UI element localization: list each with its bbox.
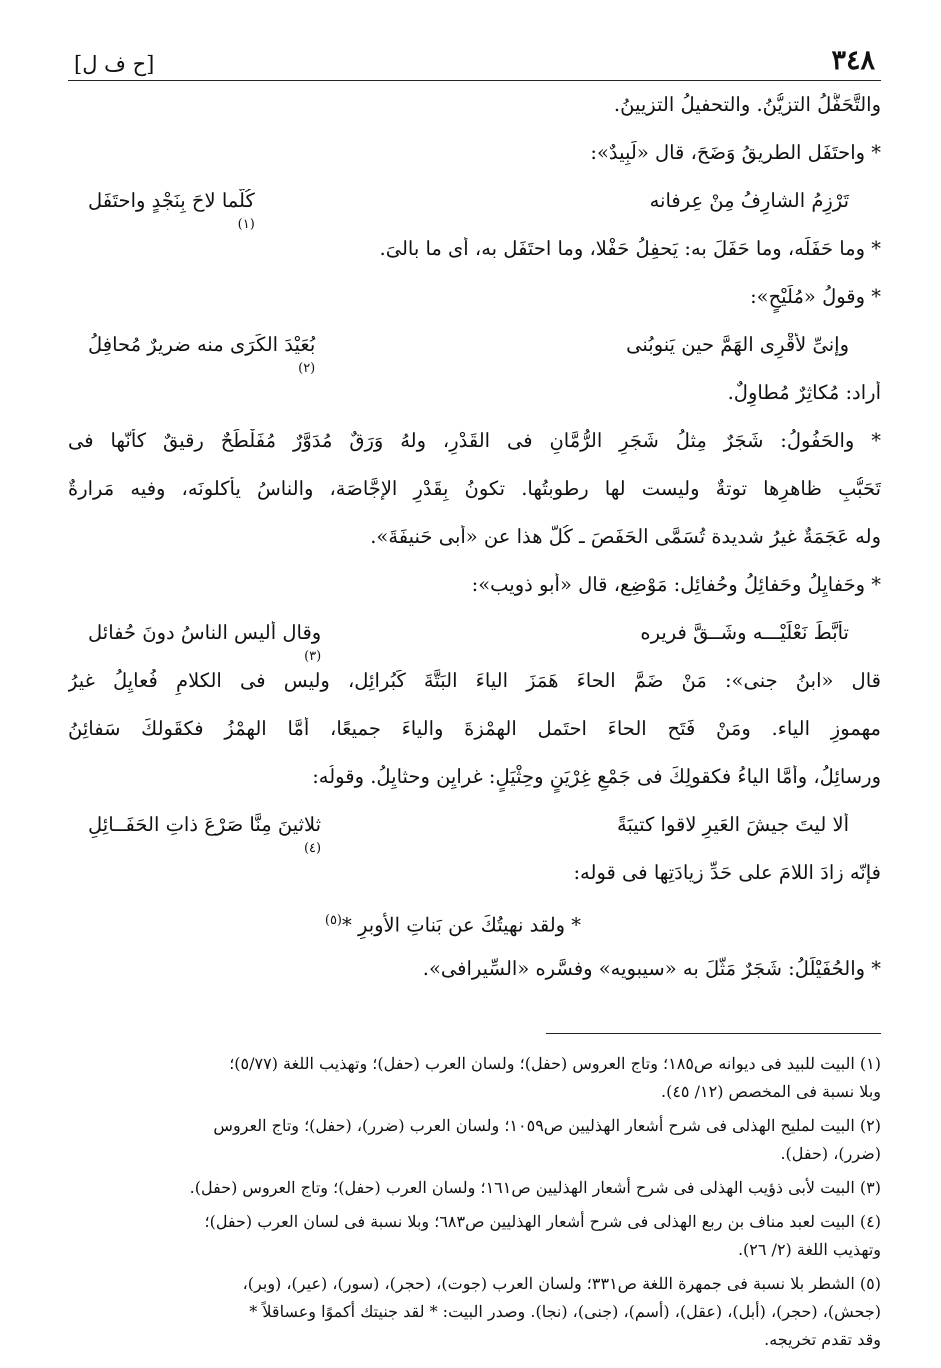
footnote-line: (٤) البيت لعبد مناف بن ربع الهذلى فى شرح أشعار الهذليين ص٦٨٣؛ وبلا نسبة فى لسان العرب (حفل)؛	[204, 1212, 881, 1231]
text-line: * والحَفُولُ: شَجَرٌ مِثلُ شَجَرِ الرُّمَّانِ فى القَدْرِ، ولهُ وَرَقٌ مُدَوَّرٌ مُفَلْطَحٌ رقيقٌ كأنّها فى	[68, 429, 881, 452]
footnote	[68, 1112, 881, 1168]
hemistich-text: ثلاثينَ مِنَّا صَرْعَ ذاتِ الحَفَــائِلِ	[88, 813, 322, 836]
half-verse-text: * ولقد نهيتُكَ عن بَناتِ الأوبرِ *	[342, 913, 581, 937]
text-line: * وما حَفَلَه، وما حَفَلَ به: يَحفِلُ حَفْلا، وما احتَفَل به، أى ما بالىَ.	[379, 237, 881, 260]
text-line: مهموزِ الياء. ومَنْ فَتَح الحاءَ احتَمل الهمْزةَ والياءَ جميعًا، أمَّا الهمْزُ فكقَولكَ سَفائِنُ	[68, 717, 881, 740]
footnote	[68, 1270, 881, 1354]
hemistich-text: كُلَّما لاحَ بِنَجْدٍ واحتَفَل	[88, 189, 255, 212]
footnote	[68, 1174, 881, 1202]
footnote-line: (٣) البيت لأبى ذؤيب الهذلى فى شرح أشعار الهذليين ص١٦١؛ ولسان العرب (حفل)؛ وتاج العروس (حفل).	[189, 1178, 881, 1197]
hemistich-text: وقال أليس الناسُ دونَ حُفائل	[88, 621, 322, 644]
text-line: وله عَجَمَةٌ غيرُ شديدة تُسَمَّى الحَفَصَ ـ كُلُّ هذا عن «أبى حَنيفَةَ».	[370, 525, 881, 548]
verse	[68, 333, 881, 381]
text-line: تَحَبُّبِ ظاهرِها توتةٌ وليست لها رطوبتُها. تكونُ بِقَدْرِ الإجَّاصَة، والناسُ يأكلونَه، وفيه مَرارةٌ	[68, 477, 881, 500]
footnote-ref: (١)	[237, 217, 255, 232]
verse	[68, 813, 881, 861]
verse	[68, 621, 881, 669]
verse-first-hemistich: تأبَّطَ نَعْلَيْـــه وشَــقَّ فريره	[640, 621, 849, 644]
text-line: * والحُفَيْلَلُ: شَجَرٌ مَثَّلَ به «سيبويه» وفسَّره «السِّيرافى».	[422, 957, 881, 980]
footnote-ref: (٢)	[298, 361, 316, 376]
half-verse	[68, 909, 881, 957]
footnote-line: وقد تقدم تخريجه.	[764, 1330, 881, 1349]
text-line: * وقولُ «مُلَيْحٍ»:	[750, 285, 881, 308]
footnote-line: وبلا نسبة فى المخصص (١٢/ ٤٥).	[661, 1082, 881, 1101]
footnote-ref: (٣)	[304, 649, 322, 664]
verse	[68, 189, 881, 237]
footnote-line: (٥) الشطر بلا نسبة فى جمهرة اللغة ص٣٣١؛ ولسان العرب (جوت)، (حجر)، (سور)، (عير)، (وبر)،	[242, 1274, 881, 1293]
footnote	[68, 1208, 881, 1264]
footnote-separator	[546, 1033, 881, 1034]
footnote-line: (٢) البيت لمليح الهذلى فى شرح أشعار الهذليين ص١٠٥٩؛ ولسان العرب (ضرر)، (حفل)؛ وتاج العروس	[213, 1116, 881, 1135]
page-header	[68, 36, 881, 81]
footnote-line: وتهذيب اللغة (٢/ ٢٦).	[737, 1240, 881, 1259]
footnote	[68, 1050, 881, 1106]
text-line: والتَّحَفُّلُ التزيُّنُ. والتحفيلُ التزيينُ.	[613, 93, 881, 116]
verse-second-hemistich	[88, 333, 315, 381]
footnote-line: (ضرر)، (حفل).	[780, 1144, 881, 1163]
text-line: * واحتَفَل الطريقُ وَضَحَ، قال «لَبِيدٌ»:	[590, 141, 881, 164]
text-line: ورسائِلُ، وأمَّا الياءُ فكقولِكَ فى جَمْعِ غِرْيَنٍ وحِثْيَلٍ: غرايِن وحثايِلُ. وقولُه:	[312, 765, 881, 788]
footnote-line: (١) البيت للبيد فى ديوانه ص١٨٥؛ وتاج العروس (حفل)؛ ولسان العرب (حفل)؛ وتهذيب اللغة (٥/٧٧)؛	[229, 1054, 881, 1073]
verse-first-hemistich: وإنىِّ لأَقْرِى الهَمَّ حين يَنوبُنى	[626, 333, 849, 356]
page-number: ٣٤٨	[831, 45, 875, 76]
verse-second-hemistich	[88, 813, 321, 861]
text-line: قال «ابنُ جنى»: مَنْ ضَمَّ الحاءَ هَمَزَ الياءَ البَتَّةَ كَبُرائِل، وليس فى الكلامِ فُعايِلُ غيرُ	[68, 669, 881, 692]
text-line: أراد: مُكاثِرٌ مُطاوِلٌ.	[727, 381, 881, 404]
root-label: [ح ف ل]	[74, 52, 155, 76]
verse-first-hemistich: ألا ليتَ جيشَ العَيرِ لاقوا كتيبَةً	[616, 813, 849, 836]
footnote-ref: (٥)	[324, 913, 342, 928]
verse-first-hemistich: تَرْزِمُ الشارِفُ مِنْ عِرفانه	[649, 189, 849, 212]
text-line: فإنّه زادَ اللامَ على حَدِّ زيادَتِها فى قوله:	[573, 861, 881, 884]
body-text	[68, 93, 881, 1005]
text-line: * وحَفايِلُ وحَفائِلُ وحُفائِل: مَوْضِع، قال «أبو ذويب»:	[471, 573, 881, 596]
verse-second-hemistich	[88, 621, 321, 669]
verse-second-hemistich	[88, 189, 255, 237]
footnote-line: (جحش)، (حجر)، (أبل)، (عقل)، (أسم)، (جنى)، (نجا). وصدر البيت: * لقد جنيتك أكموًا وعساقلاً *	[249, 1302, 881, 1321]
hemistich-text: بُعَيْدَ الكَرَى منه ضريرٌ مُحافِلُ	[88, 333, 316, 356]
footnotes	[68, 1050, 881, 1354]
footnote-ref: (٤)	[303, 841, 322, 856]
